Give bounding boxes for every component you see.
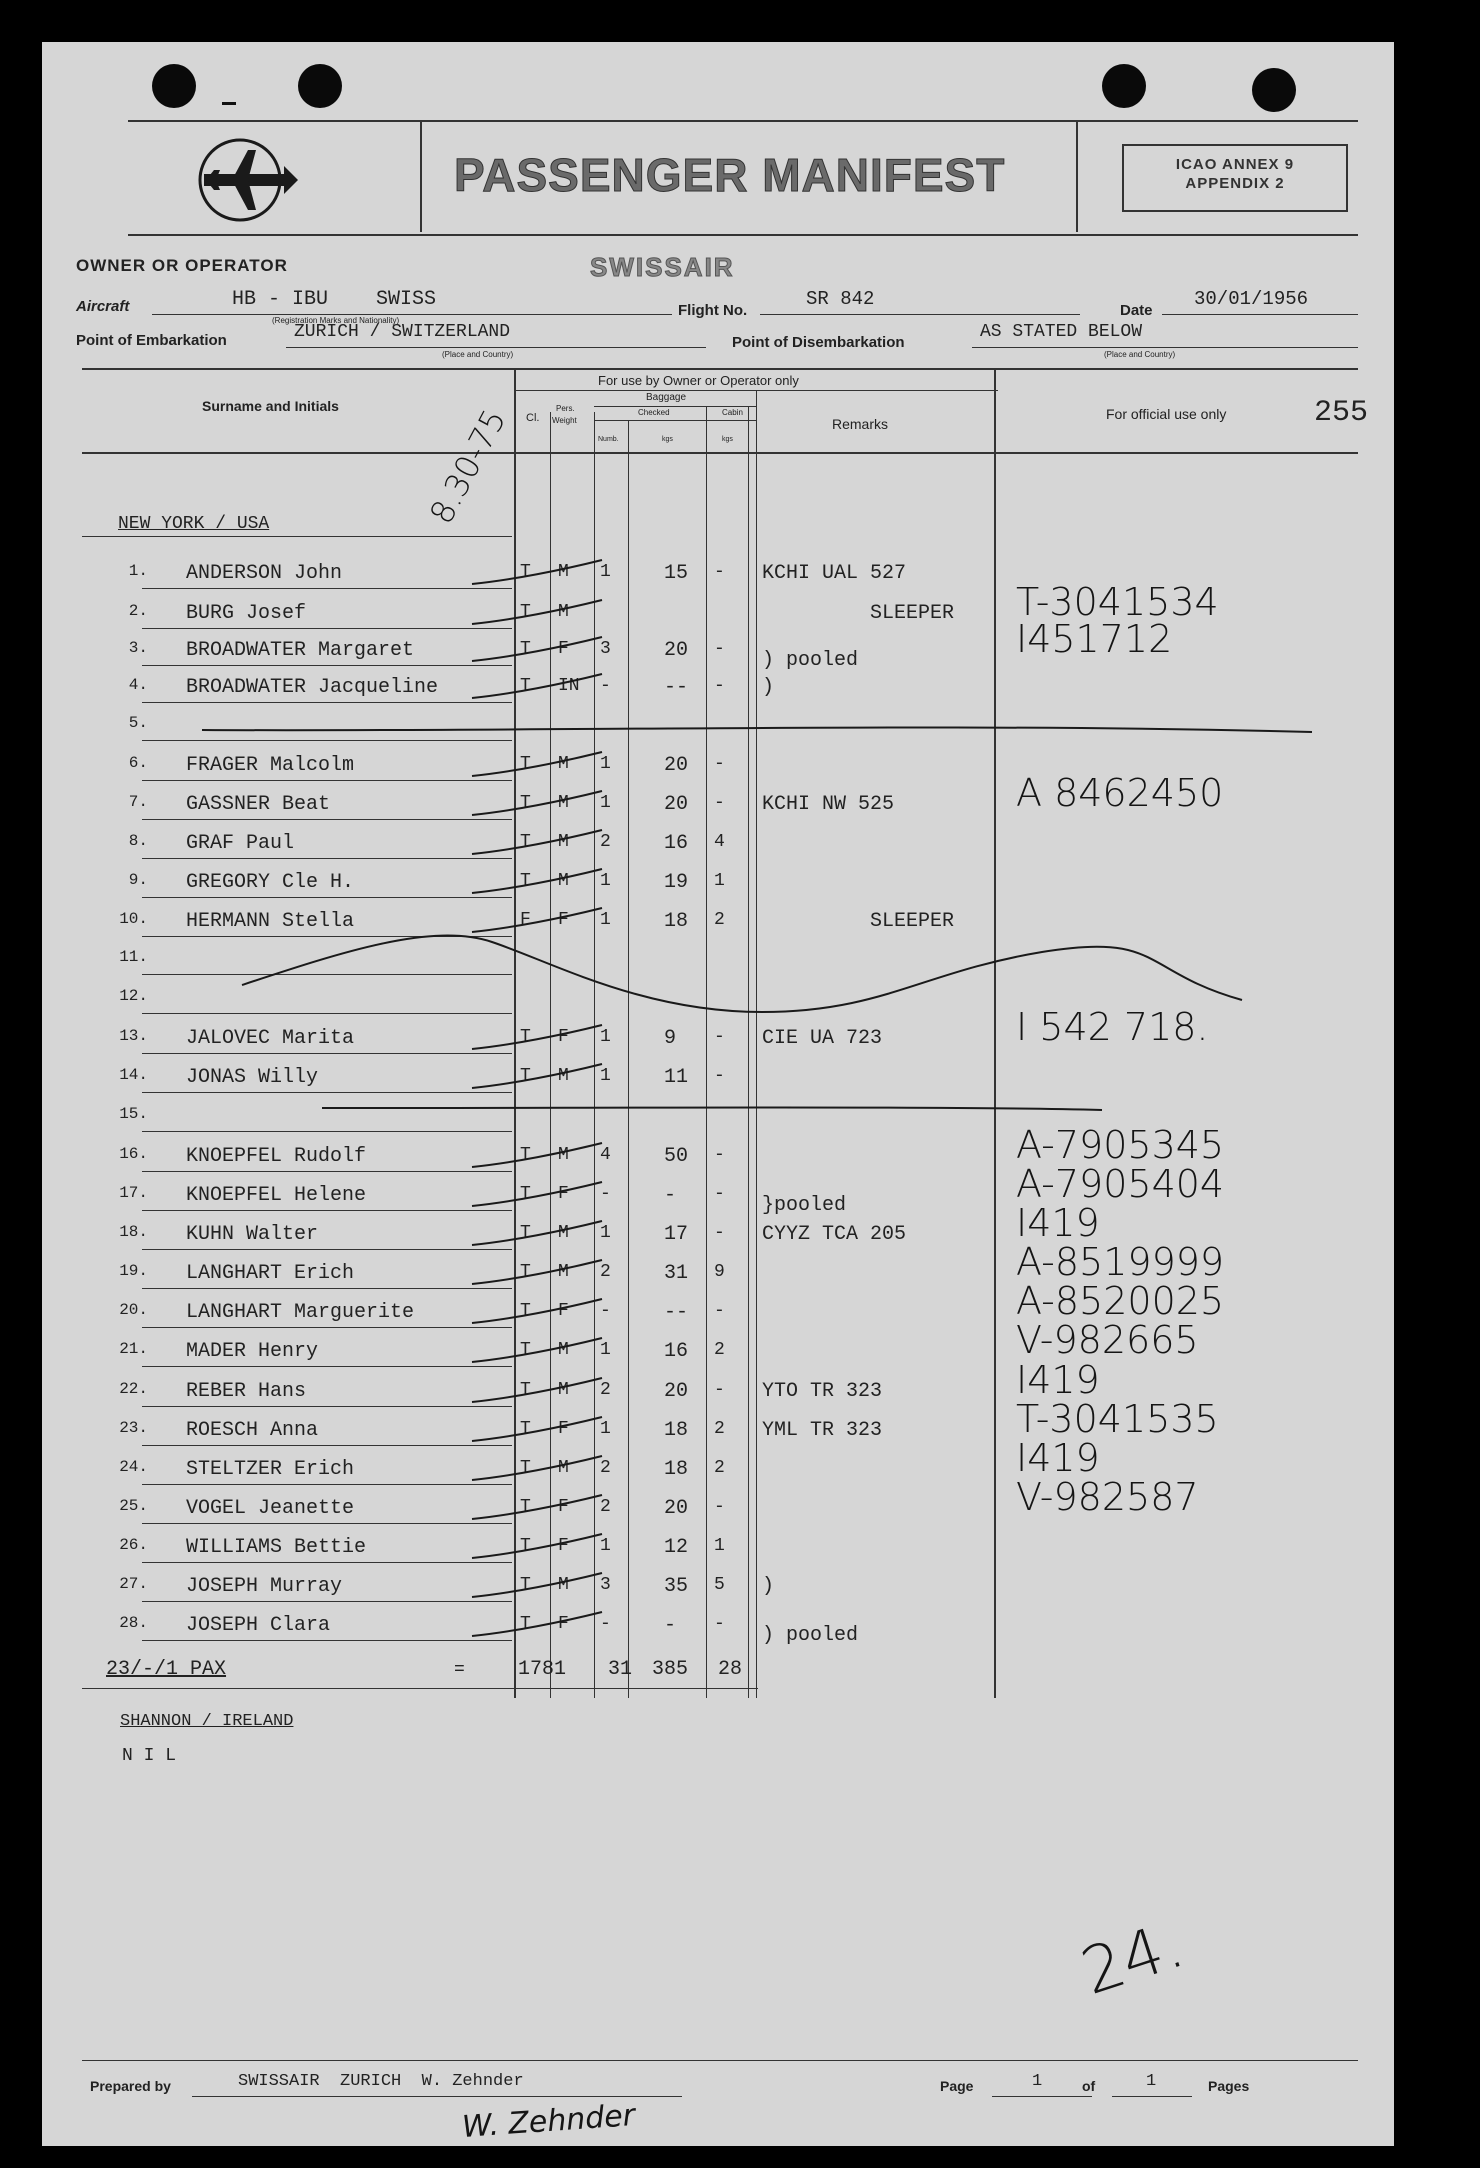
owner-use-header: For use by Owner or Operator only (598, 373, 799, 388)
check-mark (472, 1299, 602, 1323)
passenger-name: GREGORY Cle H. (186, 871, 355, 894)
check-mark (472, 869, 602, 893)
flight-no-label: Flight No. (678, 302, 748, 319)
row-number: 5. (128, 714, 148, 732)
passenger-sex: M (558, 562, 569, 582)
passenger-name: BROADWATER Jacqueline (186, 676, 439, 699)
passenger-sex: M (558, 1145, 569, 1165)
check-mark (472, 1260, 602, 1284)
cabin-kgs: - (714, 1066, 725, 1086)
passenger-class: T (520, 1184, 531, 1204)
bag-kgs: - (664, 1184, 677, 1207)
remarks: KCHI NW 525 (762, 793, 895, 816)
passenger-class: T (520, 639, 531, 659)
pers-header: Pers. (556, 404, 575, 413)
cabin-kgs: - (714, 793, 725, 813)
cabin-header: Cabin (722, 408, 743, 417)
passenger-name: LANGHART Marguerite (186, 1301, 415, 1324)
cabin-kgs: - (714, 754, 725, 774)
passenger-sex: F (558, 910, 569, 930)
check-mark (472, 1378, 602, 1402)
bag-kgs: -- (664, 676, 689, 699)
official-number-handwritten: I451712 (1016, 617, 1173, 661)
bag-count: 1 (600, 1223, 611, 1243)
icao-line-2: APPENDIX 2 (1185, 175, 1285, 192)
passenger-class: T (520, 1262, 531, 1282)
passenger-class: T (520, 1223, 531, 1243)
aircraft-label: Aircraft (76, 298, 130, 315)
strike-row-15 (322, 1108, 1102, 1111)
of-label: of (1082, 2078, 1096, 2094)
cabin-kgs: - (714, 1184, 725, 1204)
bag-kgs: 20 (664, 793, 689, 816)
row-number: 10. (119, 910, 148, 928)
bag-count: 1 (600, 562, 611, 582)
total-equals: = (454, 1660, 465, 1680)
passenger-class: T (520, 1066, 531, 1086)
official-number-handwritten: A-7905345 (1016, 1123, 1225, 1167)
bag-count: 4 (600, 1145, 611, 1165)
bag-kgs: 35 (664, 1575, 689, 1598)
passenger-sex: F (558, 1497, 569, 1517)
passenger-sex: F (558, 1027, 569, 1047)
passenger-class: T (520, 793, 531, 813)
passenger-class: T (520, 1419, 531, 1439)
disembark-place-note: (Place and Country) (1104, 350, 1176, 359)
official-number-handwritten: A-8519999 (1016, 1240, 1225, 1284)
registration-note: (Registration Marks and Nationality) (272, 316, 400, 325)
passenger-class: T (520, 832, 531, 852)
cabin-kgs: 5 (714, 1575, 725, 1595)
bag-count: 1 (600, 1066, 611, 1086)
bag-kgs: 31 (664, 1262, 689, 1285)
manifest-title: PASSENGER MANIFEST (454, 149, 1006, 201)
passenger-sex: M (558, 1380, 569, 1400)
bag-kgs: 16 (664, 1340, 689, 1363)
bag-count: 2 (600, 832, 611, 852)
passenger-sex: M (558, 754, 569, 774)
flight-no-value: SR 842 (806, 288, 875, 310)
cabin-kgs: - (714, 1145, 725, 1165)
prepared-by-value: SWISSAIR ZURICH W. Zehnder (238, 2072, 524, 2091)
row-number: 24. (119, 1458, 148, 1476)
passenger-name: WILLIAMS Bettie (186, 1536, 367, 1559)
owner-label: OWNER OR OPERATOR (76, 256, 288, 275)
check-mark (472, 637, 602, 661)
passenger-sex: F (558, 1614, 569, 1634)
strike-row-5 (202, 727, 1312, 732)
bag-kgs: 20 (664, 1380, 689, 1403)
signature: W. Zehnder (460, 2098, 637, 2145)
bag-kgs: 9 (664, 1027, 677, 1050)
total-pages: 1 (1146, 2072, 1157, 2091)
bag-kgs: 20 (664, 1497, 689, 1520)
bag-count: 2 (600, 1497, 611, 1517)
passenger-name: VOGEL Jeanette (186, 1497, 355, 1520)
row-number: 23. (119, 1419, 148, 1437)
cabin-kgs: 2 (714, 1340, 725, 1360)
check-mark (472, 1612, 602, 1636)
remarks: YTO TR 323 (762, 1380, 883, 1403)
passenger-sex: M (558, 1575, 569, 1595)
cabin-kgs-header: kgs (722, 436, 733, 443)
row-number: 9. (128, 871, 148, 889)
check-mark (472, 674, 602, 698)
bag-kgs: 50 (664, 1145, 689, 1168)
passenger-class: T (520, 754, 531, 774)
passenger-class: T (520, 562, 531, 582)
passenger-class: T (520, 1458, 531, 1478)
row-number: 11. (119, 948, 148, 966)
bag-kgs: -- (664, 1301, 689, 1324)
row-number: 19. (119, 1262, 148, 1280)
checked-header: Checked (638, 408, 670, 417)
date-value: 30/01/1956 (1194, 288, 1309, 310)
row-number: 2. (128, 602, 148, 620)
embarkation-label: Point of Embarkation (76, 332, 227, 349)
cabin-kgs: - (714, 1497, 725, 1517)
bag-kgs: 11 (664, 1066, 689, 1089)
bag-kgs: 18 (664, 1419, 689, 1442)
row-number: 28. (119, 1614, 148, 1632)
passenger-sex: M (558, 1340, 569, 1360)
prepared-by-label: Prepared by (90, 2078, 171, 2094)
passenger-name: BROADWATER Margaret (186, 639, 415, 662)
passenger-name: GRAF Paul (186, 832, 295, 855)
numb-header: Numb. (598, 436, 619, 443)
bag-count: 2 (600, 1458, 611, 1478)
cabin-kgs: - (714, 1614, 725, 1634)
embark-place-note: (Place and Country) (442, 350, 514, 359)
total-bag-count: 31 (608, 1658, 633, 1681)
aircraft-value: HB - IBU SWISS (232, 288, 437, 311)
row-number: 27. (119, 1575, 148, 1593)
section-destination-shannon: SHANNON / IRELAND (120, 1712, 294, 1731)
passenger-sex: F (558, 639, 569, 659)
check-mark (472, 1417, 602, 1441)
passenger-name: FRAGER Malcolm (186, 754, 355, 777)
row-number: 13. (119, 1027, 148, 1045)
remarks: YML TR 323 (762, 1419, 883, 1442)
embarkation-value: ZURICH / SWITZERLAND (294, 322, 511, 342)
check-mark (472, 791, 602, 815)
passenger-name: ANDERSON John (186, 562, 343, 585)
official-number-handwritten: V-982587 (1016, 1475, 1199, 1519)
bag-kgs: 18 (664, 910, 689, 933)
remarks-column-header: Remarks (832, 416, 889, 432)
bag-count: 1 (600, 793, 611, 813)
total-passengers: 23/-/1 PAX (106, 1658, 227, 1681)
row-number: 6. (128, 754, 148, 772)
check-mark (472, 1064, 602, 1088)
passenger-class: T (520, 1027, 531, 1047)
bag-kgs: 20 (664, 754, 689, 777)
bag-kgs: 19 (664, 871, 689, 894)
cabin-kgs: 2 (714, 1458, 725, 1478)
check-mark (472, 1495, 602, 1519)
check-mark (472, 560, 602, 584)
official-number-handwritten: I419 (1016, 1201, 1100, 1245)
check-mark (472, 1143, 602, 1167)
total-bag-kgs: 385 (652, 1658, 689, 1681)
bag-count: 1 (600, 1340, 611, 1360)
official-use-header: For official use only (1106, 406, 1227, 422)
passenger-sex: F (558, 1419, 569, 1439)
passenger-class: T (520, 1301, 531, 1321)
passenger-class: T (520, 1497, 531, 1517)
official-number-handwritten: T-3041535 (1016, 1397, 1219, 1441)
bag-count: 2 (600, 1262, 611, 1282)
passenger-name: GASSNER Beat (186, 793, 331, 816)
bag-count: 2 (600, 1380, 611, 1400)
check-mark (472, 1025, 602, 1049)
passenger-name: LANGHART Erich (186, 1262, 355, 1285)
row-number: 14. (119, 1066, 148, 1084)
icao-line-1: ICAO ANNEX 9 (1175, 156, 1295, 173)
check-mark (472, 1534, 602, 1558)
bag-count: - (600, 1184, 611, 1204)
passenger-class: T (520, 1340, 531, 1360)
row-number: 4. (128, 676, 148, 694)
cabin-kgs: - (714, 1223, 725, 1243)
check-mark (472, 1221, 602, 1245)
check-mark (472, 752, 602, 776)
cabin-kgs: 2 (714, 1419, 725, 1439)
official-number-handwritten: I419 (1016, 1358, 1100, 1402)
official-number-handwritten: A-7905404 (1016, 1162, 1225, 1206)
cabin-kgs: - (714, 639, 725, 659)
remarks: SLEEPER (870, 602, 955, 625)
check-mark (472, 908, 602, 932)
operator-value: SWISSAIR (590, 252, 735, 282)
passenger-sex: M (558, 1458, 569, 1478)
manifest-page (42, 42, 1394, 2146)
passenger-sex: M (558, 1262, 569, 1282)
page-number: 1 (1032, 2072, 1043, 2091)
bag-count: 1 (600, 1536, 611, 1556)
cabin-kgs: 2 (714, 910, 725, 930)
passenger-class: F (520, 910, 531, 930)
cabin-kgs: - (714, 1380, 725, 1400)
total-weight: 1781 (518, 1658, 567, 1681)
check-mark (472, 1338, 602, 1362)
passenger-sex: M (558, 1066, 569, 1086)
passenger-sex: F (558, 1301, 569, 1321)
bag-count: 1 (600, 871, 611, 891)
bag-count: 1 (600, 1419, 611, 1439)
check-mark (472, 1573, 602, 1597)
bag-kgs: 17 (664, 1223, 689, 1246)
bag-count: 3 (600, 639, 611, 659)
row-number: 1. (128, 562, 148, 580)
row-number: 16. (119, 1145, 148, 1163)
passenger-class: T (520, 1614, 531, 1634)
row-number: 3. (128, 639, 148, 657)
row-number: 26. (119, 1536, 148, 1554)
cabin-kgs: - (714, 676, 725, 696)
disembarkation-label: Point of Disembarkation (732, 334, 905, 351)
passenger-sex: M (558, 793, 569, 813)
passenger-name: STELTZER Erich (186, 1458, 355, 1481)
cabin-kgs: - (714, 562, 725, 582)
passenger-name: REBER Hans (186, 1380, 307, 1403)
cabin-kgs: - (714, 1027, 725, 1047)
bag-count: - (600, 676, 611, 696)
row-number: 20. (119, 1301, 148, 1319)
passenger-sex: F (558, 1536, 569, 1556)
passenger-class: T (520, 1575, 531, 1595)
passenger-name: KUHN Walter (186, 1223, 319, 1246)
official-number-handwritten: A-8520025 (1016, 1279, 1225, 1323)
class-column-header: Cl. (526, 412, 540, 424)
date-label: Date (1120, 302, 1153, 319)
cabin-kgs: 9 (714, 1262, 725, 1282)
passenger-sex: M (558, 871, 569, 891)
row-number: 25. (119, 1497, 148, 1515)
passenger-sex: M (558, 832, 569, 852)
bag-count: 1 (600, 754, 611, 774)
passenger-name: MADER Henry (186, 1340, 319, 1363)
official-number-handwritten: I 542 718. (1016, 1005, 1209, 1049)
bag-kgs: - (664, 1614, 677, 1637)
bag-count: 3 (600, 1575, 611, 1595)
surname-column-header: Surname and Initials (202, 398, 339, 414)
remarks: SLEEPER (870, 910, 955, 933)
remarks: KCHI UAL 527 (762, 562, 907, 585)
bag-count: - (600, 1614, 611, 1634)
passenger-sex: M (558, 1223, 569, 1243)
bag-kgs: 12 (664, 1536, 689, 1559)
passenger-name: JONAS Willy (186, 1066, 319, 1089)
bag-kgs: 18 (664, 1458, 689, 1481)
passenger-name: JOSEPH Murray (186, 1575, 343, 1598)
section-destination-new-york: NEW YORK / USA (118, 514, 270, 534)
check-mark (472, 830, 602, 854)
handwritten-time: 8.30-75 (422, 402, 514, 530)
bag-count: 1 (600, 1027, 611, 1047)
passenger-class: T (520, 676, 531, 696)
official-number-handwritten: T-3041534 (1016, 580, 1219, 624)
weight-header: Weight (552, 416, 577, 425)
passenger-name: JOSEPH Clara (186, 1614, 331, 1637)
passenger-class: T (520, 1380, 531, 1400)
kgs-header: kgs (662, 436, 673, 443)
official-number-handwritten: I419 (1016, 1436, 1100, 1480)
passenger-name: KNOEPFEL Helene (186, 1184, 367, 1207)
passenger-name: HERMANN Stella (186, 910, 355, 933)
baggage-header: Baggage (646, 392, 687, 403)
bag-count: 1 (600, 910, 611, 930)
passenger-name: KNOEPFEL Rudolf (186, 1145, 367, 1168)
bag-kgs: 16 (664, 832, 689, 855)
passenger-sex: IN (558, 676, 580, 696)
passenger-name: ROESCH Anna (186, 1419, 319, 1442)
passenger-name: BURG Josef (186, 602, 307, 625)
passenger-name: JALOVEC Marita (186, 1027, 355, 1050)
official-number-handwritten: V-982665 (1016, 1318, 1199, 1362)
row-number: 15. (119, 1105, 148, 1123)
remarks: }pooled (762, 1194, 847, 1217)
check-mark (472, 600, 602, 624)
official-number-handwritten: A 8462450 (1016, 771, 1224, 815)
passenger-sex: M (558, 602, 569, 622)
official-number: 255 (1314, 396, 1369, 430)
row-number: 21. (119, 1340, 148, 1358)
passenger-sex: F (558, 1184, 569, 1204)
check-mark (472, 1456, 602, 1480)
pen-strokes (42, 42, 1394, 2146)
check-mark (472, 1182, 602, 1206)
handwritten-count: 24. (1073, 1908, 1193, 2010)
remarks: ) (762, 676, 775, 699)
row-number: 8. (128, 832, 148, 850)
passenger-class: T (520, 1536, 531, 1556)
passenger-class: T (520, 871, 531, 891)
bag-count: - (600, 1301, 611, 1321)
disembarkation-value: AS STATED BELOW (980, 322, 1143, 342)
remarks: CYYZ TCA 205 (762, 1223, 907, 1246)
row-number: 18. (119, 1223, 148, 1241)
page-label: Page (940, 2078, 974, 2094)
bag-kgs: 20 (664, 639, 689, 662)
remarks: ) pooled (762, 649, 859, 672)
row-number: 22. (119, 1380, 148, 1398)
row-number: 12. (119, 987, 148, 1005)
total-cabin-kgs: 28 (718, 1658, 743, 1681)
cabin-kgs: 4 (714, 832, 725, 852)
cabin-kgs: 1 (714, 1536, 725, 1556)
section-shannon-value: N I L (122, 1746, 177, 1766)
strike-rows-11-12 (242, 936, 1242, 1012)
passenger-class: T (520, 1145, 531, 1165)
cabin-kgs: 1 (714, 871, 725, 891)
pages-label: Pages (1208, 2078, 1250, 2094)
cabin-kgs: - (714, 1301, 725, 1321)
remarks: ) (762, 1575, 775, 1598)
passenger-class: T (520, 602, 531, 622)
row-number: 17. (119, 1184, 148, 1202)
bag-kgs: 15 (664, 562, 689, 585)
row-number: 7. (128, 793, 148, 811)
remarks: ) pooled (762, 1624, 859, 1647)
remarks: CIE UA 723 (762, 1027, 883, 1050)
